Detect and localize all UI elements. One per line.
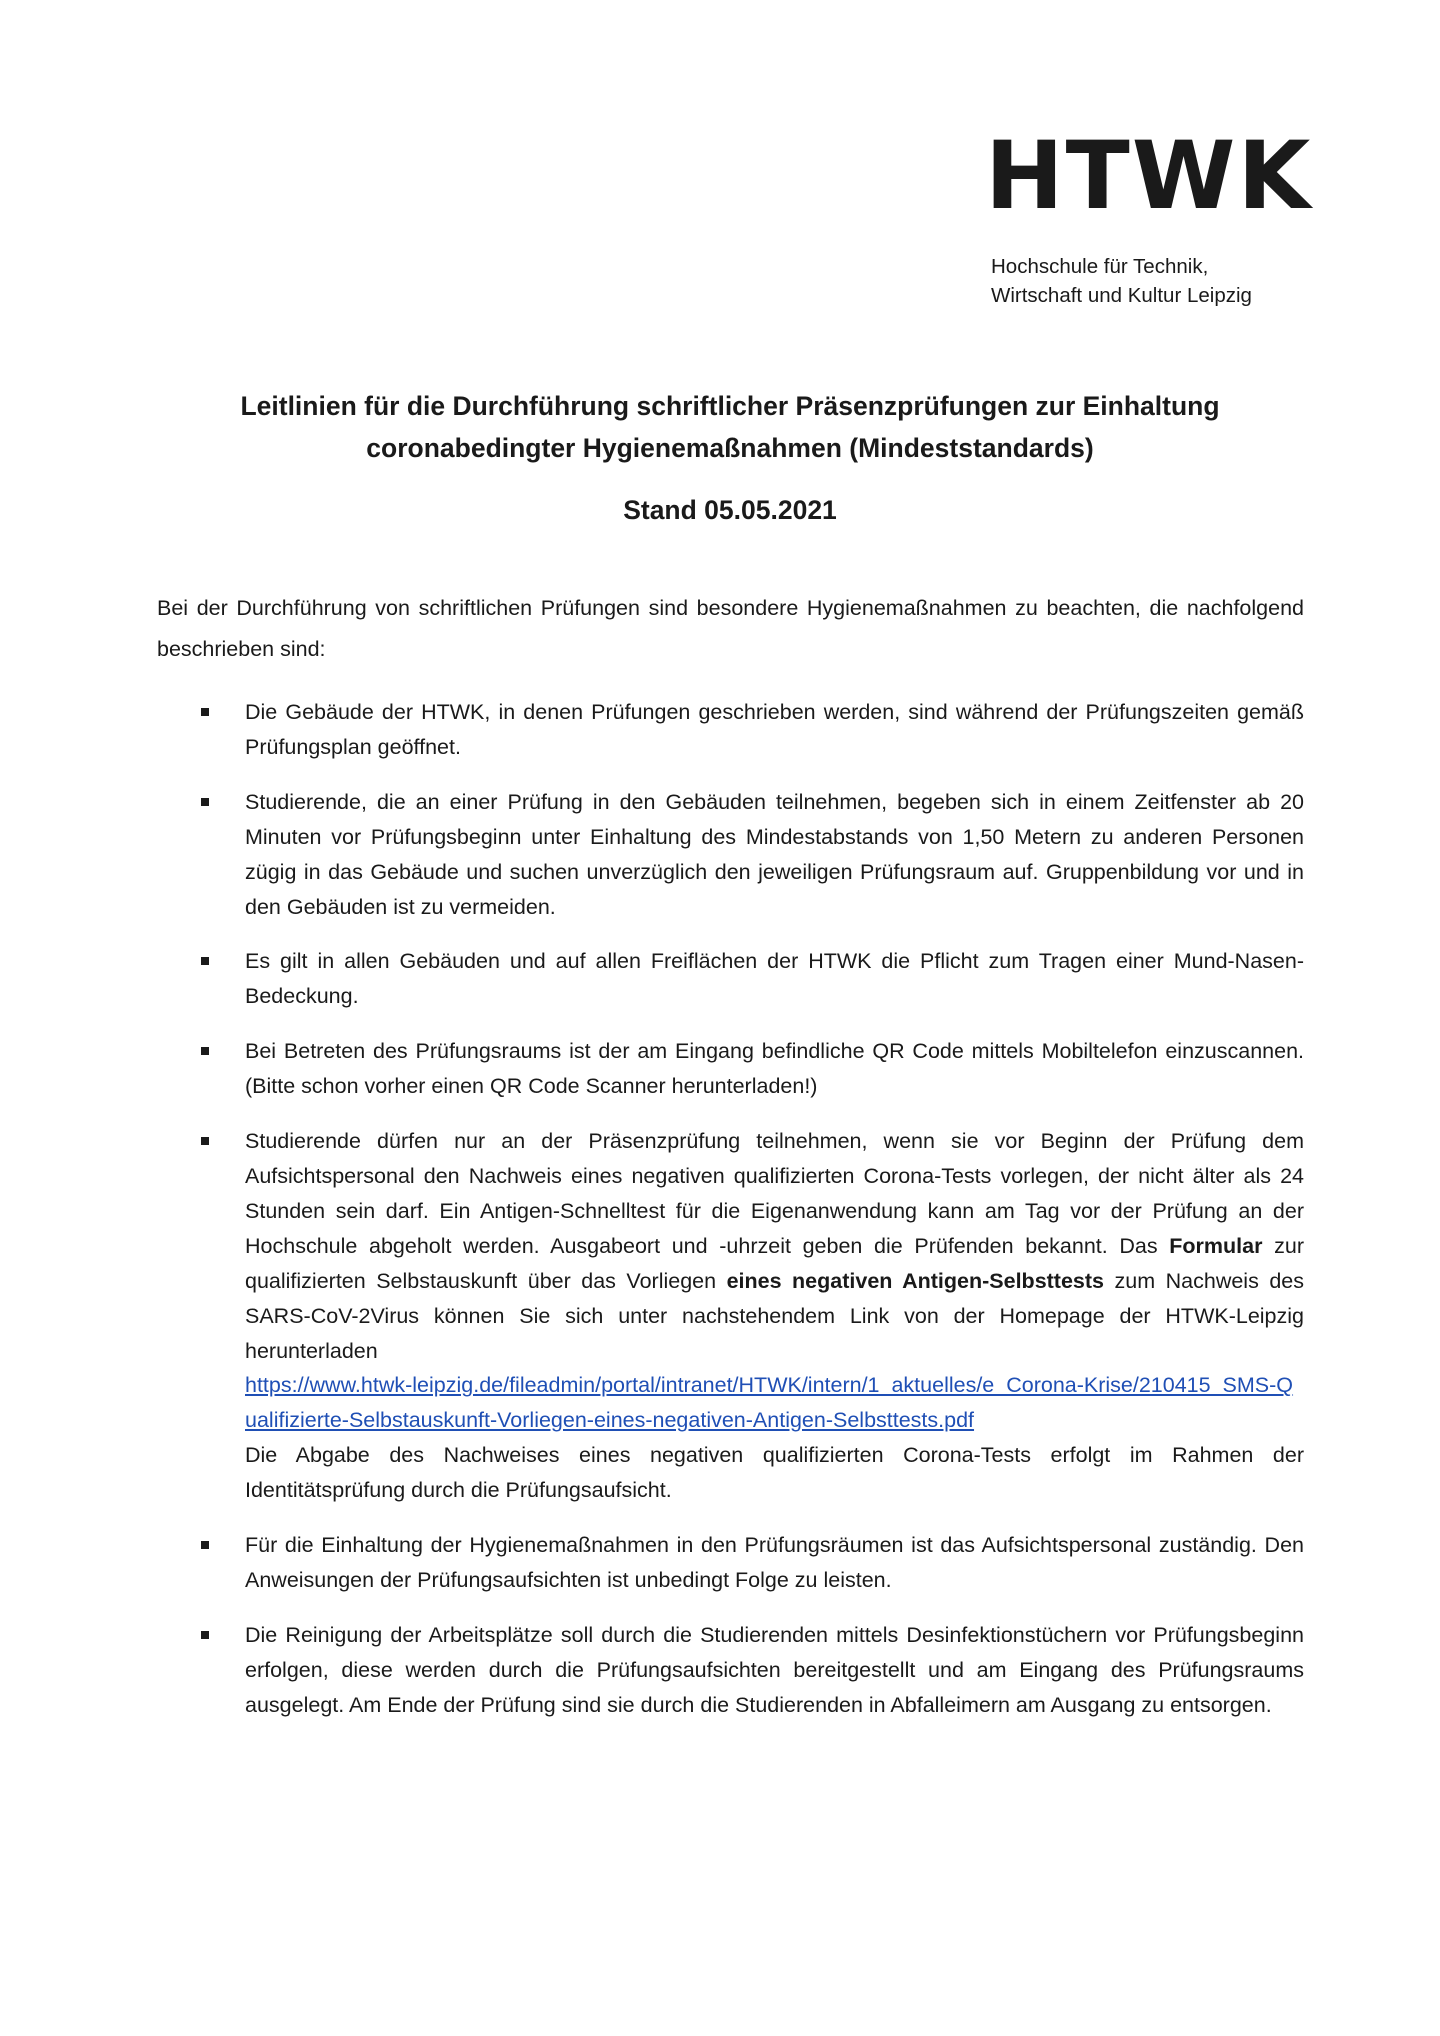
rule-building-hours xyxy=(157,695,1304,765)
rule-arrival xyxy=(157,785,1304,925)
htwk-logo xyxy=(985,122,1313,310)
rule-mask xyxy=(157,944,1304,1014)
bullet-icon xyxy=(201,1631,209,1639)
title-line-2: coronabedingter Hygienemaßnahmen (Mindeststandards) xyxy=(366,433,1094,463)
bullet-icon xyxy=(201,1137,209,1145)
rule-corona-test xyxy=(157,1124,1304,1508)
bullet-icon xyxy=(201,1047,209,1055)
logo-subtitle-line-1: Hochschule für Technik, xyxy=(991,255,1209,278)
bullet-icon xyxy=(201,798,209,806)
rule-text-after-link: Die Abgabe des Nachweises eines negativen qualifizierten Corona-Tests erfolgt im Rahmen der Identitätsprüfung durch die Prüfungsaufsicht. xyxy=(245,1443,1304,1503)
rules-list xyxy=(157,695,1304,1743)
bullet-icon xyxy=(201,957,209,965)
rule-text-part-3: zum Nachweis des SARS-CoV-2Virus können Sie sich unter nachstehendem Link von der Homepage der HTWK-Leipzig herunterladen xyxy=(245,1268,1304,1363)
document-title xyxy=(120,385,1340,469)
rule-text-bold-formular: Formular xyxy=(1169,1233,1263,1258)
rule-supervision xyxy=(157,1528,1304,1598)
rule-text: Für die Einhaltung der Hygienemaßnahmen in den Prüfungsräumen ist das Aufsichtspersonal zuständig. Den Anweisungen der Prüfungsaufsichten ist unbedingt Folge zu leisten. xyxy=(245,1533,1304,1592)
rule-text xyxy=(245,1124,1304,1368)
rule-text: Die Gebäude der HTWK, in denen Prüfungen geschrieben werden, sind während der Prüfungszeiten gemäß Prüfungsplan geöffnet. xyxy=(245,700,1304,759)
document-date: Stand 05.05.2021 xyxy=(623,495,837,525)
title-line-1: Leitlinien für die Durchführung schriftlicher Präsenzprüfungen zur Einhaltung xyxy=(240,391,1220,421)
rule-text-part-1: Studierende dürfen nur an der Präsenzprüfung teilnehmen, wenn sie vor Beginn der Prüfung dem Aufsichtspersonal den Nachweis eines negativen qualifizierten Corona-Tests vorlegen, der nicht älter als 24 Stunden sein darf. Ein Antigen-Schnelltest für die Eigenanwendung kann am Tag vor der Prüfung an der Hochschule abgeholt werden. Ausgabeort und -uhrzeit geben die Prüfenden bekannt. Das xyxy=(245,1129,1304,1258)
rule-text: Bei Betreten des Prüfungsraums ist der am Eingang befindliche QR Code mittels Mobiltelefon einzuscannen. (Bitte schon vorher einen QR Code Scanner herunterladen!) xyxy=(245,1039,1304,1099)
rule-text-bold-antigen: eines negativen Antigen-Selbsttests xyxy=(726,1268,1105,1293)
logo-wordmark: HTWK xyxy=(985,122,1313,231)
bullet-icon xyxy=(201,1541,209,1549)
intro-paragraph: Bei der Durchführung von schriftlichen Prüfungen sind besondere Hygienemaßnahmen zu beachten, die nachfolgend beschrieben sind: xyxy=(157,596,1304,661)
bullet-icon xyxy=(201,708,209,716)
rule-qr-code xyxy=(157,1034,1304,1104)
rule-text: Studierende, die an einer Prüfung in den Gebäuden teilnehmen, begeben sich in einem Zeitfenster ab 20 Minuten vor Prüfungsbeginn unter Einhaltung des Mindestabstands von 1,50 Metern zu anderen Personen zügig in das Gebäude und suchen unverzüglich den jeweiligen Prüfungsraum auf. Gruppenbildung vor und in den Gebäuden ist zu vermeiden. xyxy=(245,789,1304,919)
rule-text: Es gilt in allen Gebäuden und auf allen Freiflächen der HTWK die Pflicht zum Tragen einer Mund-Nasen-Bedeckung. xyxy=(245,949,1304,1009)
form-download-link[interactable]: https://www.htwk-leipzig.de/fileadmin/portal/intranet/HTWK/intern/1_aktuelles/e_Corona-Krise/210415_SMS-Qualifizierte-Selbstauskunft-Vorliegen-eines-negativen-Antigen-Selbsttests.pdf xyxy=(245,1373,1294,1433)
rule-text: Die Reinigung der Arbeitsplätze soll durch die Studierenden mittels Desinfektionstüchern vor Prüfungsbeginn erfolgen, diese werden durch die Prüfungsaufsichten bereitgestellt und am Eingang des Prüfungsraums ausgelegt. Am Ende der Prüfung sind sie durch die Studierenden in Abfalleimern am Ausgang zu entsorgen. xyxy=(245,1622,1304,1717)
rule-text-part-2: zur qualifizierten Selbstauskunft über das Vorliegen xyxy=(245,1233,1304,1293)
rule-cleaning xyxy=(157,1618,1304,1723)
logo-subtitle-line-2: Wirtschaft und Kultur Leipzig xyxy=(991,284,1252,307)
logo-subtitle xyxy=(991,252,1291,310)
